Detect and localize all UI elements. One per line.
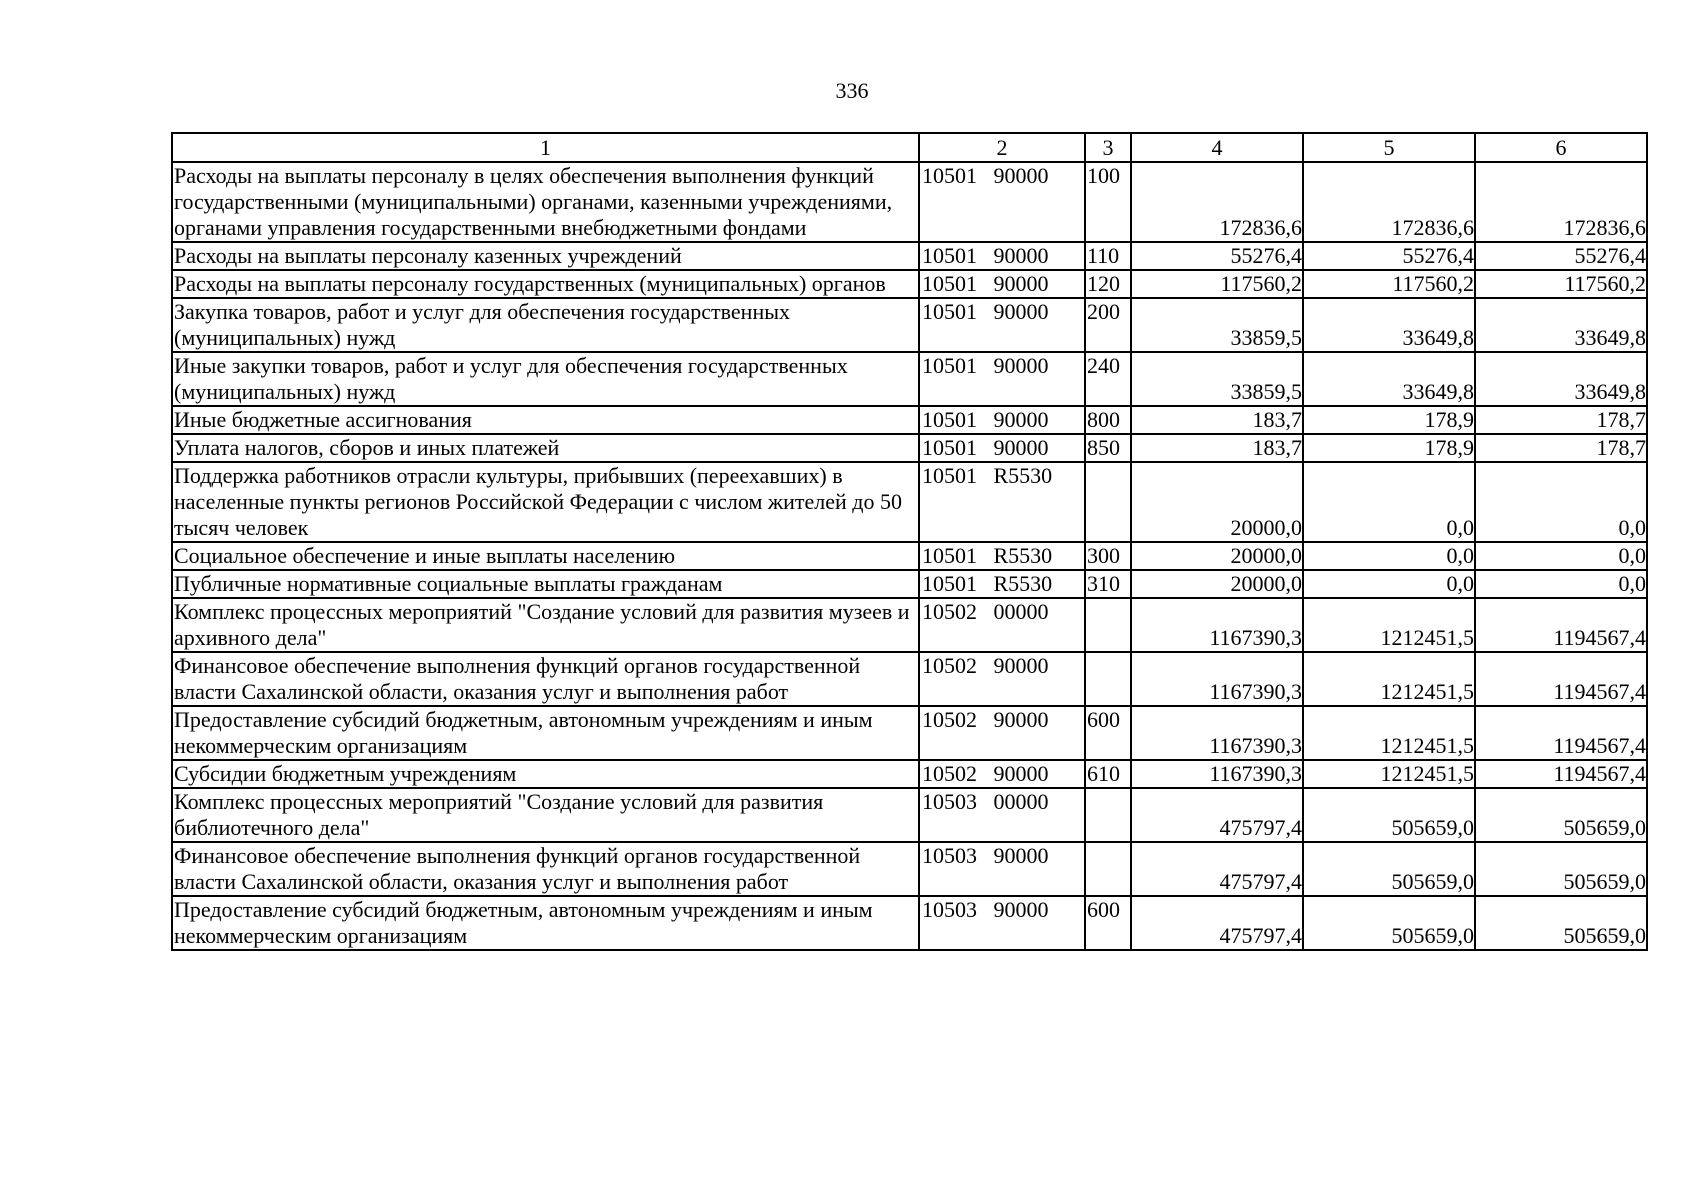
row-code: 10502 00000	[919, 598, 1085, 652]
row-value-col5: 33649,8	[1303, 352, 1475, 406]
table-row	[172, 462, 1647, 542]
row-name: Расходы на выплаты персоналу государственных (муниципальных) органов	[172, 270, 919, 298]
row-value-col5: 505659,0	[1303, 896, 1475, 950]
row-value-col4: 55276,4	[1131, 242, 1303, 270]
row-code: 10502 90000	[919, 706, 1085, 760]
row-value-col6: 0,0	[1475, 542, 1647, 570]
row-expense-type: 800	[1085, 406, 1131, 434]
row-value-col4: 183,7	[1131, 406, 1303, 434]
table-row	[172, 706, 1647, 760]
row-value-col4: 475797,4	[1131, 788, 1303, 842]
row-value-col6: 172836,6	[1475, 162, 1647, 242]
column-header-5: 5	[1303, 133, 1475, 162]
table-row	[172, 842, 1647, 896]
row-expense-type: 310	[1085, 570, 1131, 598]
row-name: Закупка товаров, работ и услуг для обеспечения государственных (муниципальных) нужд	[172, 298, 919, 352]
row-value-col5: 1212451,5	[1303, 760, 1475, 788]
row-name: Социальное обеспечение и иные выплаты населению	[172, 542, 919, 570]
budget-table	[171, 132, 1648, 951]
row-code: 10502 90000	[919, 760, 1085, 788]
table-row	[172, 896, 1647, 950]
row-name: Субсидии бюджетным учреждениям	[172, 760, 919, 788]
row-value-col5: 117560,2	[1303, 270, 1475, 298]
row-name: Иные бюджетные ассигнования	[172, 406, 919, 434]
row-value-col6: 505659,0	[1475, 896, 1647, 950]
row-value-col6: 33649,8	[1475, 298, 1647, 352]
row-code: 10501 R5530	[919, 570, 1085, 598]
row-value-col5: 178,9	[1303, 406, 1475, 434]
row-expense-type: 600	[1085, 706, 1131, 760]
row-value-col6: 1194567,4	[1475, 760, 1647, 788]
row-value-col4: 1167390,3	[1131, 760, 1303, 788]
row-value-col4: 20000,0	[1131, 570, 1303, 598]
row-value-col4: 20000,0	[1131, 542, 1303, 570]
row-value-col4: 1167390,3	[1131, 652, 1303, 706]
row-value-col5: 0,0	[1303, 462, 1475, 542]
row-value-col4: 183,7	[1131, 434, 1303, 462]
column-header-4: 4	[1131, 133, 1303, 162]
row-name: Иные закупки товаров, работ и услуг для обеспечения государственных (муниципальных) нужд	[172, 352, 919, 406]
row-code: 10502 90000	[919, 652, 1085, 706]
row-expense-type	[1085, 462, 1131, 542]
row-expense-type: 100	[1085, 162, 1131, 242]
row-value-col6: 505659,0	[1475, 788, 1647, 842]
row-value-col6: 55276,4	[1475, 242, 1647, 270]
row-expense-type	[1085, 788, 1131, 842]
row-name: Предоставление субсидий бюджетным, автономным учреждениям и иным некоммерческим организациям	[172, 706, 919, 760]
table-row	[172, 760, 1647, 788]
row-code: 10501 90000	[919, 298, 1085, 352]
row-value-col6: 0,0	[1475, 462, 1647, 542]
row-name: Финансовое обеспечение выполнения функций органов государственной власти Сахалинской области, оказания услуг и выполнения работ	[172, 842, 919, 896]
table-row	[172, 242, 1647, 270]
row-code: 10501 90000	[919, 352, 1085, 406]
table-row	[172, 406, 1647, 434]
row-name: Поддержка работников отрасли культуры, прибывших (переехавших) в населенные пункты регионов Российской Федерации с числом жителей до 50 тысяч человек	[172, 462, 919, 542]
row-expense-type: 300	[1085, 542, 1131, 570]
table-row	[172, 352, 1647, 406]
row-name: Комплекс процессных мероприятий "Создание условий для развития музеев и архивного дела"	[172, 598, 919, 652]
row-name: Финансовое обеспечение выполнения функций органов государственной власти Сахалинской области, оказания услуг и выполнения работ	[172, 652, 919, 706]
table-row	[172, 434, 1647, 462]
row-value-col5: 505659,0	[1303, 842, 1475, 896]
row-code: 10503 00000	[919, 788, 1085, 842]
row-value-col5: 1212451,5	[1303, 598, 1475, 652]
row-value-col4: 20000,0	[1131, 462, 1303, 542]
row-name: Уплата налогов, сборов и иных платежей	[172, 434, 919, 462]
row-code: 10501 90000	[919, 242, 1085, 270]
row-value-col5: 0,0	[1303, 542, 1475, 570]
row-value-col6: 1194567,4	[1475, 652, 1647, 706]
row-value-col6: 178,7	[1475, 434, 1647, 462]
row-expense-type	[1085, 652, 1131, 706]
row-value-col6: 117560,2	[1475, 270, 1647, 298]
row-name: Предоставление субсидий бюджетным, автономным учреждениям и иным некоммерческим организациям	[172, 896, 919, 950]
row-value-col5: 505659,0	[1303, 788, 1475, 842]
row-code: 10501 90000	[919, 434, 1085, 462]
row-expense-type	[1085, 598, 1131, 652]
row-expense-type: 110	[1085, 242, 1131, 270]
table-row	[172, 788, 1647, 842]
row-expense-type: 200	[1085, 298, 1131, 352]
row-name: Расходы на выплаты персоналу казенных учреждений	[172, 242, 919, 270]
row-value-col4: 172836,6	[1131, 162, 1303, 242]
column-header-6: 6	[1475, 133, 1647, 162]
column-header-1: 1	[172, 133, 919, 162]
row-code: 10501 90000	[919, 270, 1085, 298]
row-expense-type	[1085, 842, 1131, 896]
row-code: 10501 90000	[919, 406, 1085, 434]
row-value-col4: 1167390,3	[1131, 598, 1303, 652]
table-row	[172, 270, 1647, 298]
table-row	[172, 652, 1647, 706]
column-header-2: 2	[919, 133, 1085, 162]
row-value-col4: 475797,4	[1131, 896, 1303, 950]
row-value-col5: 172836,6	[1303, 162, 1475, 242]
table-row	[172, 598, 1647, 652]
row-value-col6: 0,0	[1475, 570, 1647, 598]
row-value-col6: 1194567,4	[1475, 706, 1647, 760]
row-value-col5: 1212451,5	[1303, 652, 1475, 706]
column-header-3: 3	[1085, 133, 1131, 162]
table-header	[172, 133, 1647, 162]
table-row	[172, 298, 1647, 352]
row-value-col5: 0,0	[1303, 570, 1475, 598]
table-row	[172, 162, 1647, 242]
row-code: 10501 90000	[919, 162, 1085, 242]
row-value-col6: 1194567,4	[1475, 598, 1647, 652]
header-row	[172, 133, 1647, 162]
table-row	[172, 570, 1647, 598]
row-value-col4: 117560,2	[1131, 270, 1303, 298]
row-expense-type: 850	[1085, 434, 1131, 462]
row-expense-type: 120	[1085, 270, 1131, 298]
row-value-col6: 505659,0	[1475, 842, 1647, 896]
row-value-col6: 33649,8	[1475, 352, 1647, 406]
row-name: Комплекс процессных мероприятий "Создание условий для развития библиотечного дела"	[172, 788, 919, 842]
row-value-col4: 33859,5	[1131, 298, 1303, 352]
row-code: 10501 R5530	[919, 462, 1085, 542]
table-row	[172, 542, 1647, 570]
row-value-col4: 475797,4	[1131, 842, 1303, 896]
row-code: 10501 R5530	[919, 542, 1085, 570]
row-code: 10503 90000	[919, 842, 1085, 896]
row-expense-type: 610	[1085, 760, 1131, 788]
row-expense-type: 600	[1085, 896, 1131, 950]
row-expense-type: 240	[1085, 352, 1131, 406]
row-value-col5: 33649,8	[1303, 298, 1475, 352]
row-value-col5: 178,9	[1303, 434, 1475, 462]
row-value-col4: 1167390,3	[1131, 706, 1303, 760]
row-value-col4: 33859,5	[1131, 352, 1303, 406]
row-name: Публичные нормативные социальные выплаты гражданам	[172, 570, 919, 598]
row-name: Расходы на выплаты персоналу в целях обеспечения выполнения функций государственными (муниципальными) органами, казенными учреждениями, органами управления государственными внебюджетными фондами	[172, 162, 919, 242]
table-body	[172, 162, 1647, 950]
row-value-col5: 1212451,5	[1303, 706, 1475, 760]
page-number: 336	[835, 78, 869, 103]
row-code: 10503 90000	[919, 896, 1085, 950]
row-value-col6: 178,7	[1475, 406, 1647, 434]
row-value-col5: 55276,4	[1303, 242, 1475, 270]
